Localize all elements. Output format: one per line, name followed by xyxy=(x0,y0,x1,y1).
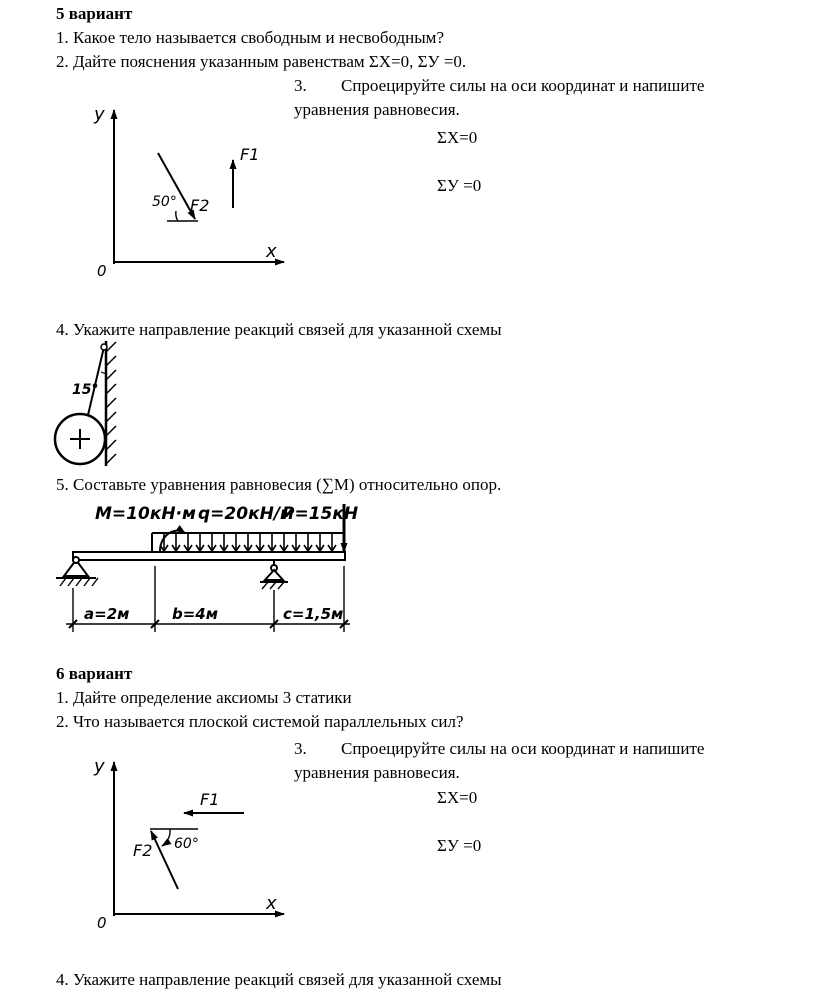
v5-axis-x-label: x xyxy=(266,241,277,262)
v5-force-p-label: P=15кН xyxy=(282,504,359,524)
v6-equation-sum-x: ΣX=0 xyxy=(437,788,478,807)
v5-load-label: q=20кН/м xyxy=(198,504,294,524)
v6-title: 6 вариант xyxy=(56,664,133,683)
v6-f1-label: F1 xyxy=(200,790,220,809)
v5-title: 5 вариант xyxy=(56,4,133,23)
v6-question-1: 1. Дайте определение аксиомы 3 статики xyxy=(56,688,352,707)
v6-origin-label: 0 xyxy=(97,914,107,932)
v5-cord-angle-label: 15° xyxy=(72,382,99,398)
v5-axis-y-label: y xyxy=(94,104,105,125)
v6-axis-y-label: y xyxy=(94,756,105,777)
v5-f2-label: F2 xyxy=(190,196,210,215)
v6-equation-sum-y: ΣУ =0 xyxy=(437,836,482,855)
v5-question-4: 4. Укажите направление реакций связей для указанной схемы xyxy=(56,320,502,339)
v5-moment-label: M=10кН·м xyxy=(95,504,196,524)
v5-question-3-line1: Спроецируйте силы на оси координат и напишите xyxy=(341,76,705,95)
v5-question-2: 2. Дайте пояснения указанным равенствам ΣX=0, ΣУ =0. xyxy=(56,52,467,71)
v5-f1-label: F1 xyxy=(240,145,260,164)
v6-angle-arc xyxy=(162,829,170,846)
v6-angle-label: 60° xyxy=(174,836,199,852)
v6-question-3-line1: Спроецируйте силы на оси координат и напишите xyxy=(341,739,705,758)
v5-dim-b-label: b=4м xyxy=(172,605,219,623)
v5-angle-label: 50° xyxy=(152,194,177,210)
v5-question-5: 5. Составьте уравнения равновесия (∑M) относительно опор. xyxy=(56,475,502,494)
v6-f2-label: F2 xyxy=(133,841,153,860)
v5-equation-sum-x: ΣX=0 xyxy=(437,128,478,147)
v6-question-2: 2. Что называется плоской системой параллельных сил? xyxy=(56,712,464,731)
v5-question-1: 1. Какое тело называется свободным и несвободным? xyxy=(56,28,444,47)
v5-dim-a-label: a=2м xyxy=(84,605,130,623)
v5-question-3-line2: уравнения равновесия. xyxy=(294,100,460,119)
v6-question-4: 4. Укажите направление реакций связей для указанной схемы xyxy=(56,970,502,989)
v5-origin-label: 0 xyxy=(97,262,107,280)
v5-question-3-number: 3. xyxy=(294,76,307,95)
v5-equation-sum-y: ΣУ =0 xyxy=(437,176,482,195)
v6-question-3-line2: уравнения равновесия. xyxy=(294,763,460,782)
v6-fig1-axes xyxy=(114,762,284,916)
v6-axis-x-label: x xyxy=(266,893,277,914)
v6-question-3-number: 3. xyxy=(294,739,307,758)
v5-dim-c-label: c=1,5м xyxy=(283,605,344,623)
